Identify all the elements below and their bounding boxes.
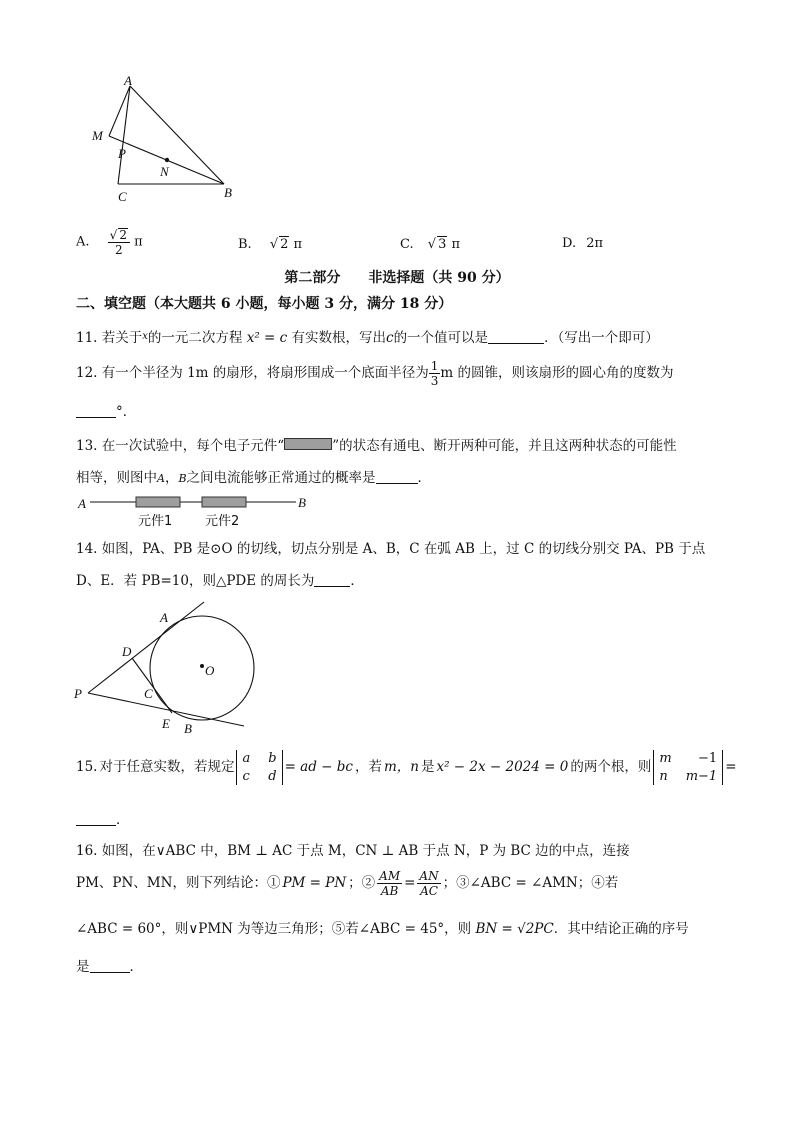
- question-13-line2: [76, 469, 431, 486]
- q13-text-5: ．: [417, 470, 432, 486]
- q11-text-1: 若关于: [101, 330, 143, 346]
- label-m: M: [92, 128, 103, 143]
- q14-line-2-end: ．: [350, 573, 364, 589]
- q15-end: ．: [116, 812, 130, 828]
- label-c: C: [118, 189, 127, 204]
- circle-label-e: E: [162, 716, 170, 731]
- q16-line-2a: PM、PN、MN，则下列结论：①: [76, 875, 281, 892]
- circle-label-o: O: [205, 663, 215, 678]
- choice-b-radicand: 2: [280, 237, 289, 252]
- q14-line-2: D、E．若 PB=10，则△PDE 的周长为: [76, 573, 315, 589]
- choice-b-pi: π: [293, 237, 303, 252]
- q15-mn: m，n: [383, 759, 419, 776]
- q13-var-b: B: [178, 472, 187, 485]
- q13-text-4: 之间电流能够正常通过的概率是: [186, 470, 376, 486]
- circle-label-p: P: [74, 686, 82, 701]
- circle-label-c: C: [144, 686, 153, 701]
- choice-a-denominator: 2: [115, 243, 123, 257]
- q13-number: 13.: [76, 438, 98, 454]
- q13-answer-blank[interactable]: [376, 469, 418, 484]
- question-16-line4: [76, 958, 143, 975]
- choice-d-value: 2π: [586, 236, 604, 251]
- q16-fraction-am-ab: $\frac{AM}{AB}$: [379, 869, 401, 898]
- question-14-line2: [76, 572, 364, 589]
- center-o: [200, 664, 204, 668]
- q13-text-3: 相等，则图中: [76, 470, 157, 486]
- q11-equation: x² = c: [246, 330, 288, 346]
- q16-line-1: 如图，在∨ABC 中，BM ⊥ AC 于点 M，CN ⊥ AB 于点 N，P 为 BC 边的中点，连接: [101, 843, 630, 859]
- q15-equals: =: [725, 759, 737, 776]
- q11-var-x: x: [142, 331, 148, 342]
- choice-c-radicand: 3: [438, 237, 447, 252]
- q11-var-c: c: [386, 330, 394, 346]
- circle-label-a: A: [160, 610, 168, 625]
- tangent-pa: [88, 602, 204, 693]
- label-n: N: [160, 164, 169, 179]
- part2-title: 第二部分 非选择题（共 90 分）: [284, 270, 510, 286]
- question-15-line2: [76, 811, 130, 828]
- q13-text-1: 在一次试验中，每个电子元件“: [101, 438, 285, 454]
- circle-tangent-figure: [72, 598, 282, 740]
- question-15: [76, 750, 737, 785]
- choice-a-radicand: 2: [119, 228, 127, 242]
- q13-text-2: ”的状态有通电、断开两种可能，并且这两种状态的可能性: [332, 438, 677, 454]
- choice-a[interactable]: [76, 228, 143, 256]
- q13-var-a: A: [157, 472, 165, 485]
- choice-a-pi: π: [134, 234, 143, 250]
- component-1-label: 元件1: [138, 514, 173, 529]
- choice-a-fraction: $\frac{√ 2}{2}$: [108, 228, 130, 256]
- choice-b-label: B.: [238, 237, 252, 252]
- q15-text-3: ，若: [354, 759, 382, 776]
- question-11: [76, 329, 659, 346]
- circuit-figure: [74, 492, 324, 532]
- question-12: [76, 360, 674, 387]
- q11-answer-blank[interactable]: [488, 329, 544, 344]
- circle-label-b: B: [184, 721, 192, 736]
- q16-line-4b: ．: [129, 959, 143, 975]
- q13-sep: ，: [164, 470, 179, 486]
- q11-text-4: 的一个值可以是: [393, 330, 489, 346]
- q12-text-1: 有一个半径为 1m 的扇形，将扇形围成一个底面半径为: [101, 365, 429, 381]
- component-2-label: 元件2: [205, 514, 240, 529]
- q15-determinant-2: m −1 n m−1: [653, 750, 723, 785]
- q15-determinant-1: a b c d: [236, 750, 282, 785]
- choice-c-label: C.: [400, 237, 414, 252]
- segment-ab: [130, 86, 224, 184]
- choice-d-label: D.: [562, 236, 577, 251]
- choice-b[interactable]: B. √ 2 π: [238, 237, 303, 252]
- circle-label-d: D: [122, 644, 132, 659]
- q15-text-5: 的两个根，则: [570, 759, 652, 776]
- q16-line-4a: 是: [76, 959, 90, 975]
- q16-answer-blank[interactable]: [90, 958, 130, 973]
- q14-line-1: 如图，PA、PB 是⊙O 的切线，切点分别是 A、B，C 在弧 AB 上，过 C 的切线分别交 PA、PB 于点: [101, 541, 706, 557]
- question-16-line3: [76, 921, 689, 937]
- q15-text-1: 对于任意实数，若规定: [99, 759, 235, 776]
- q11-number: 11.: [76, 330, 98, 346]
- q14-answer-blank[interactable]: [314, 572, 350, 587]
- component-icon: [284, 438, 332, 450]
- q14-number: 14.: [76, 541, 98, 557]
- question-13: [76, 438, 677, 454]
- question-14: [76, 541, 705, 557]
- label-p: P: [118, 146, 126, 161]
- q16-line-3a: ∠ABC = 60°，则∨PMN 为等边三角形；⑤若∠ABC = 45°，则: [76, 921, 472, 937]
- component-2: [202, 497, 246, 507]
- circuit-label-b: B: [298, 495, 306, 510]
- q15-answer-blank[interactable]: [76, 811, 116, 826]
- q16-line-2c: ；③∠ABC = ∠AMN；④若: [442, 875, 619, 892]
- q15-number: 15.: [76, 759, 98, 776]
- choice-d[interactable]: [562, 236, 603, 252]
- label-b: B: [224, 185, 232, 200]
- q15-definition: = ad − bc: [284, 759, 353, 776]
- q11-text-2: 的一元二次方程: [147, 330, 243, 346]
- choice-c-pi: π: [451, 237, 461, 252]
- q16-conclusion-5: BN = √2PC: [475, 921, 554, 937]
- q12-number: 12.: [76, 365, 98, 381]
- question-16: [76, 843, 630, 859]
- section-heading: 二、填空题（本大题共 6 小题，每小题 3 分，满分 18 分）: [76, 296, 453, 312]
- circuit-label-a: A: [78, 496, 86, 511]
- component-1: [136, 497, 180, 507]
- point-n: [165, 158, 169, 162]
- question-12-line2: [76, 403, 136, 420]
- q12-text-3: °．: [116, 404, 137, 420]
- q12-text-2: m 的圆锥，则该扇形的圆心角的度数为: [440, 365, 674, 381]
- q16-line-3b: ．其中结论正确的序号: [553, 921, 689, 937]
- q16-fraction-an-ac: $\frac{AN}{AC}$: [419, 869, 439, 898]
- label-a: A: [124, 73, 132, 88]
- q15-equation: x² − 2x − 2024 = 0: [436, 759, 569, 776]
- question-16-line2: [76, 870, 618, 897]
- q16-number: 16.: [76, 843, 98, 859]
- q12-answer-blank[interactable]: [76, 403, 116, 418]
- choice-a-label: A.: [76, 234, 90, 250]
- triangle-figure: [80, 70, 250, 210]
- q16-conclusion-1: PM = PN: [282, 875, 347, 892]
- q11-text-5: ．（写出一个即可）: [544, 330, 659, 346]
- q11-text-3: 有实数根，写出: [291, 330, 386, 346]
- q16-line-2b: ；②: [348, 875, 376, 892]
- q16-equals: =: [404, 875, 416, 892]
- q15-text-4: 是: [420, 759, 435, 776]
- q12-fraction: $\frac{1}{3}$: [430, 359, 439, 388]
- choice-c[interactable]: C. √ 3 π: [400, 237, 461, 252]
